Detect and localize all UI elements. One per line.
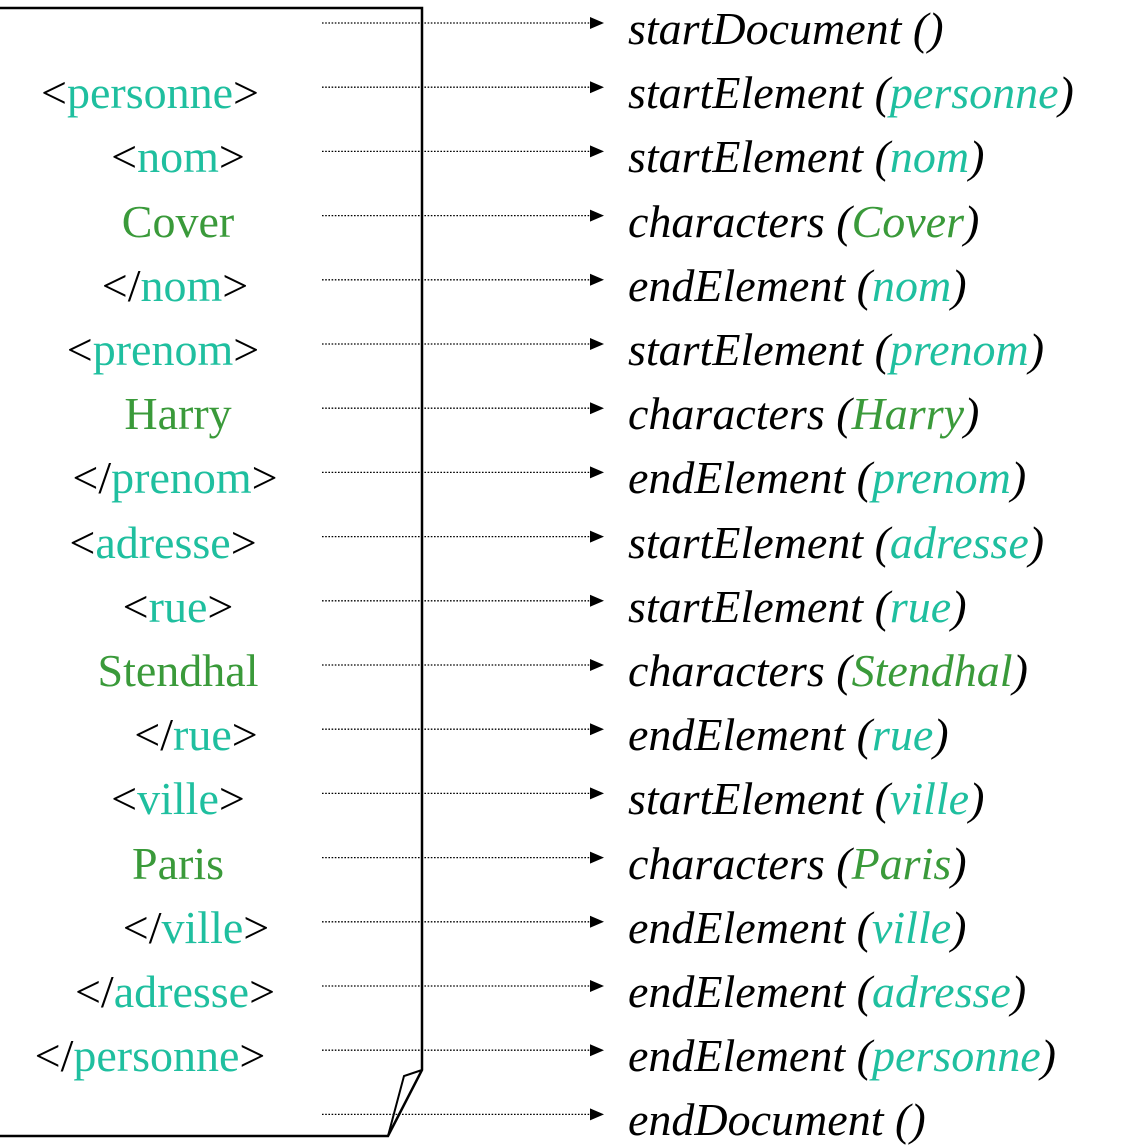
event-argument: nom (889, 131, 970, 183)
tag-name: nom (137, 131, 219, 183)
tag-open-bracket: </ (34, 1030, 74, 1082)
event-paren-close: ) (951, 901, 967, 953)
event-paren-open: ( (845, 966, 872, 1017)
event-name: endElement (628, 1030, 846, 1082)
event-paren-open: ( (863, 516, 890, 568)
arrowhead-icon (590, 1044, 604, 1056)
tag-name: rue (148, 580, 208, 632)
tag-close-bracket: > (222, 259, 249, 311)
arrowhead-icon (590, 210, 604, 222)
arrowhead-icon (590, 723, 604, 735)
event-argument: ville (889, 773, 970, 825)
event-paren-close: ) (969, 773, 985, 825)
event-argument: Harry (851, 388, 965, 440)
event-paren-open: ( (824, 645, 852, 696)
event-name: startElement (628, 131, 864, 183)
event-name: startElement (628, 516, 864, 568)
xml-tag-line (72, 452, 278, 504)
event-argument: adresse (889, 516, 1029, 568)
event-name: characters (628, 837, 825, 889)
tag-name: adresse (95, 516, 231, 568)
sax-event-endelement (628, 1030, 1056, 1082)
event-paren-close: ) (969, 131, 985, 183)
sax-event-endelement (628, 259, 967, 311)
event-paren-close: ) (1012, 645, 1028, 696)
tag-open-bracket: < (111, 131, 138, 183)
arrowhead-icon (590, 402, 604, 414)
event-name: endElement (628, 452, 846, 504)
tag-name: personne (66, 67, 234, 119)
xml-tag-line (111, 773, 245, 825)
xml-tag-line (34, 1030, 266, 1082)
sax-event-enddocument (628, 1094, 926, 1145)
event-paren-close: ) (1010, 452, 1027, 504)
event-name: endElement (628, 259, 846, 311)
event-argument: personne (889, 67, 1059, 119)
event-paren-open: ( (845, 259, 872, 311)
event-name: endDocument (628, 1094, 884, 1145)
event-argument: Stendhal (851, 645, 1013, 696)
event-paren-close: ) (1028, 324, 1045, 375)
tag-close-bracket: > (243, 901, 270, 953)
tag-close-bracket: > (233, 67, 259, 119)
tag-open-bracket: </ (122, 901, 162, 953)
tag-open-bracket: < (122, 580, 149, 632)
event-paren-close: ) (1010, 966, 1027, 1017)
tag-open-bracket: < (66, 324, 93, 375)
event-paren-open: ( (824, 388, 852, 440)
event-argument: Cover (851, 195, 964, 247)
event-paren-close: ) (964, 195, 980, 247)
event-paren-close: ) (928, 3, 944, 54)
event-name: characters (628, 195, 825, 247)
sax-event-endelement (628, 452, 1027, 504)
xml-text-line (124, 388, 232, 440)
tag-open-bracket: </ (134, 709, 174, 761)
tag-name: prenom (111, 452, 252, 504)
event-name: endElement (628, 901, 846, 953)
event-paren-close: ) (1040, 1030, 1056, 1082)
event-argument: rue (871, 709, 934, 761)
sax-event-characters (628, 645, 1028, 696)
arrowhead-icon (590, 980, 604, 992)
tag-close-bracket: > (233, 324, 260, 375)
text-content: Cover (121, 195, 235, 247)
sax-event-characters (628, 837, 967, 889)
event-argument: nom (871, 259, 952, 311)
text-content: Paris (132, 837, 224, 889)
event-paren-open: ( (845, 901, 872, 953)
xml-tag-line (66, 324, 260, 375)
event-paren-close: ) (910, 1094, 926, 1145)
tag-open-bracket: < (111, 773, 138, 825)
arrowhead-icon (590, 595, 604, 607)
event-name: endElement (628, 966, 846, 1017)
sax-event-endelement (628, 966, 1027, 1017)
xml-tag-line (122, 580, 234, 632)
tag-open-bracket: < (41, 67, 67, 119)
event-paren-close: ) (951, 580, 967, 632)
event-argument: personne (871, 1030, 1041, 1082)
event-paren-open: ( (901, 3, 929, 54)
event-argument: prenom (871, 452, 1011, 504)
arrowhead-icon (590, 852, 604, 864)
event-argument: prenom (889, 324, 1029, 375)
xml-tag-line (41, 67, 259, 119)
event-paren-close: ) (1028, 516, 1045, 568)
xml-text-line (132, 837, 224, 889)
sax-event-startelement (628, 773, 985, 825)
tag-name: rue (173, 709, 232, 761)
arrowhead-icon (590, 338, 604, 350)
tag-name: nom (140, 259, 223, 311)
event-name: startElement (628, 324, 864, 375)
arrowhead-icon (590, 531, 604, 543)
tag-close-bracket: > (231, 709, 258, 761)
tag-open-bracket: </ (72, 452, 112, 504)
event-paren-open: ( (863, 131, 890, 183)
sax-event-startelement (628, 67, 1074, 119)
event-paren-close: ) (933, 709, 949, 761)
sax-event-endelement (628, 709, 949, 761)
sax-event-characters (628, 388, 980, 440)
event-paren-close: ) (964, 388, 980, 440)
event-paren-close: ) (951, 259, 967, 311)
event-paren-open: ( (824, 837, 852, 889)
arrowhead-icon (590, 1108, 604, 1120)
xml-tag-line (111, 131, 245, 183)
tag-name: adresse (113, 966, 250, 1017)
arrowhead-icon (590, 916, 604, 928)
tag-name: personne (73, 1030, 240, 1082)
event-name: startElement (628, 773, 864, 825)
xml-tag-line (134, 709, 258, 761)
event-argument: Paris (851, 837, 952, 889)
tag-close-bracket: > (207, 580, 234, 632)
tag-close-bracket: > (239, 1030, 266, 1082)
event-paren-open: ( (845, 1030, 872, 1082)
event-paren-open: ( (863, 67, 890, 119)
arrowhead-icon (590, 81, 604, 93)
event-name: startElement (628, 67, 864, 119)
event-name: characters (628, 388, 825, 440)
tag-open-bracket: < (69, 516, 96, 568)
arrowhead-icon (590, 787, 604, 799)
event-paren-open: ( (863, 773, 890, 825)
xml-tag-line (74, 966, 276, 1017)
sax-event-startelement (628, 516, 1045, 568)
arrowhead-icon (590, 17, 604, 29)
tag-open-bracket: </ (101, 259, 141, 311)
xml-tag-line (101, 259, 249, 311)
event-paren-open: ( (863, 324, 890, 375)
arrowhead-icon (590, 145, 604, 157)
event-name: characters (628, 645, 825, 696)
sax-event-endelement (628, 901, 967, 953)
event-name: endElement (628, 709, 846, 761)
tag-close-bracket: > (218, 773, 245, 825)
xml-tag-line (69, 516, 257, 568)
tag-name: ville (161, 901, 244, 953)
event-name: startElement (628, 580, 864, 632)
sax-event-characters (628, 195, 980, 247)
text-content: Harry (124, 388, 232, 440)
sax-event-startelement (628, 131, 985, 183)
event-paren-open: ( (883, 1094, 911, 1145)
sax-event-startdocument (628, 3, 944, 54)
event-paren-close: ) (951, 837, 967, 889)
event-name: startDocument (628, 3, 902, 54)
text-content: Stendhal (97, 645, 259, 696)
sax-event-startelement (628, 324, 1045, 375)
event-paren-open: ( (863, 580, 890, 632)
xml-tag-line (122, 901, 270, 953)
xml-text-line (97, 645, 259, 696)
tag-name: prenom (92, 324, 234, 375)
event-argument: ville (871, 901, 952, 953)
arrowhead-icon (590, 659, 604, 671)
tag-close-bracket: > (218, 131, 245, 183)
xml-text-line (121, 195, 235, 247)
arrowhead-icon (590, 466, 604, 478)
event-paren-close: ) (1058, 67, 1074, 119)
event-paren-open: ( (845, 452, 872, 504)
tag-close-bracket: > (249, 966, 276, 1017)
tag-open-bracket: </ (74, 966, 114, 1017)
arrowhead-icon (590, 274, 604, 286)
event-paren-open: ( (824, 195, 852, 247)
event-argument: adresse (871, 966, 1011, 1017)
event-paren-open: ( (845, 709, 872, 761)
tag-close-bracket: > (251, 452, 278, 504)
tag-close-bracket: > (230, 516, 257, 568)
tag-name: ville (137, 773, 219, 825)
sax-event-startelement (628, 580, 967, 632)
event-argument: rue (889, 580, 952, 632)
